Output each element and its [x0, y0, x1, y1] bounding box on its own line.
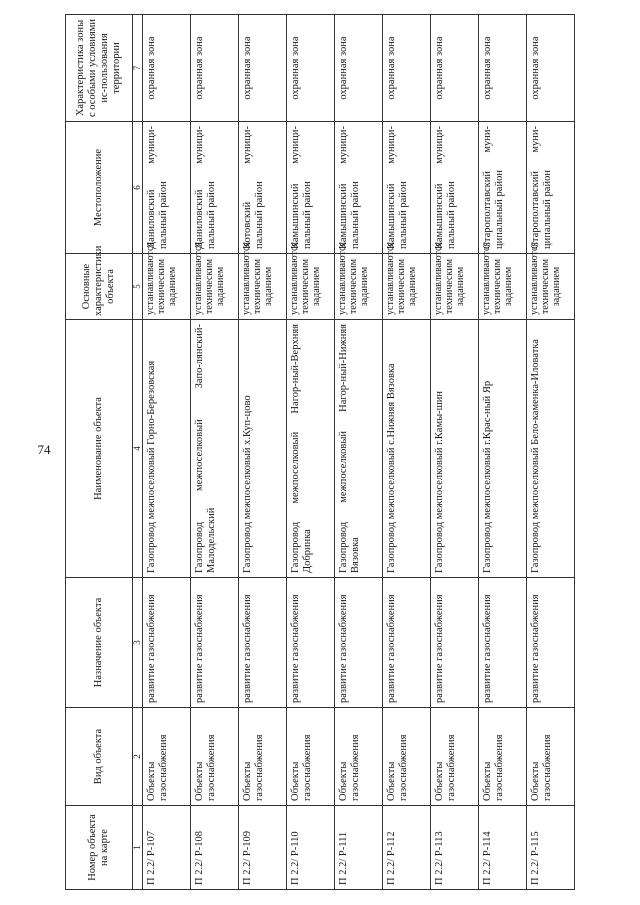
- table-row: [527, 15, 575, 890]
- cell-location: Старополтавский муни-ципальный район: [527, 122, 575, 254]
- cell-location: Камышинский муници-пальный район: [383, 122, 431, 254]
- cell-location: Камышинский муници-пальный район: [431, 122, 479, 254]
- cell-object-purpose: развитие газоснабжения: [383, 578, 431, 708]
- column-number: 3: [133, 578, 143, 708]
- cell-object-purpose: развитие газоснабжения: [431, 578, 479, 708]
- cell-object-characteristics: устанавливаются техническим заданием: [479, 254, 527, 320]
- cell-object-name: Газопровод межпоселковый х.Куп-цово: [239, 320, 287, 578]
- cell-object-number: П 2.2/ Р-108: [191, 806, 239, 890]
- cell-object-name: Газопровод межпоселковый Запо-лянский-Малодельский: [191, 320, 239, 578]
- header-object-type: Вид объекта: [66, 708, 133, 806]
- table-header-row: [66, 15, 133, 890]
- table-row: [335, 15, 383, 890]
- cell-object-characteristics: устанавливаются техническим заданием: [527, 254, 575, 320]
- cell-object-purpose: развитие газоснабжения: [527, 578, 575, 708]
- cell-object-characteristics: устанавливаются техническим заданием: [431, 254, 479, 320]
- cell-object-characteristics: устанавливаются техническим заданием: [287, 254, 335, 320]
- cell-zone-characteristics: охранная зона: [527, 15, 575, 122]
- cell-object-type: Объекты газоснабжения: [383, 708, 431, 806]
- cell-object-type: Объекты газоснабжения: [527, 708, 575, 806]
- table-row: [383, 15, 431, 890]
- cell-object-type: Объекты газоснабжения: [287, 708, 335, 806]
- column-number: 7: [133, 15, 143, 122]
- cell-object-name: Газопровод межпоселковый г.Крас-ный Яр: [479, 320, 527, 578]
- header-location: Местоположение: [66, 122, 133, 254]
- cell-object-characteristics: устанавливаются техническим заданием: [335, 254, 383, 320]
- cell-zone-characteristics: охранная зона: [383, 15, 431, 122]
- cell-object-purpose: развитие газоснабжения: [143, 578, 191, 708]
- cell-object-number: П 2.2/ Р-110: [287, 806, 335, 890]
- table-row: [143, 15, 191, 890]
- cell-zone-characteristics: охранная зона: [191, 15, 239, 122]
- cell-zone-characteristics: охранная зона: [287, 15, 335, 122]
- cell-object-name: Газопровод межпоселковый Бело-каменка-Иловатка: [527, 320, 575, 578]
- table-row: [287, 15, 335, 890]
- cell-object-number: П 2.2/ Р-112: [383, 806, 431, 890]
- cell-object-purpose: развитие газоснабжения: [239, 578, 287, 708]
- rotated-table-container: [65, 15, 570, 890]
- cell-object-type: Объекты газоснабжения: [239, 708, 287, 806]
- page-number: 74: [37, 442, 51, 457]
- cell-object-number: П 2.2/ Р-113: [431, 806, 479, 890]
- cell-zone-characteristics: охранная зона: [431, 15, 479, 122]
- table-row: [239, 15, 287, 890]
- objects-table: [65, 14, 575, 890]
- column-number: 5: [133, 254, 143, 320]
- table-row: [431, 15, 479, 890]
- cell-object-number: П 2.2/ Р-115: [527, 806, 575, 890]
- header-object-characteristics: Основные характеристики объекта: [66, 254, 133, 320]
- cell-object-purpose: развитие газоснабжения: [335, 578, 383, 708]
- cell-zone-characteristics: охранная зона: [479, 15, 527, 122]
- cell-location: Даниловский муници-пальный район: [143, 122, 191, 254]
- column-number-row: [133, 15, 143, 890]
- cell-object-type: Объекты газоснабжения: [431, 708, 479, 806]
- cell-object-name: Газопровод межпоселковый Нагор-ный-Верхняя Добринка: [287, 320, 335, 578]
- cell-object-characteristics: устанавливаются техническим заданием: [239, 254, 287, 320]
- cell-object-number: П 2.2/ Р-111: [335, 806, 383, 890]
- header-zone-characteristics: Характеристика зоны с особыми условиями ис-пользования территории: [66, 15, 133, 122]
- cell-object-characteristics: устанавливаются техническим заданием: [143, 254, 191, 320]
- cell-object-name: Газопровод межпоселковый с.Нижняя Вязовка: [383, 320, 431, 578]
- cell-object-number: П 2.2/ Р-109: [239, 806, 287, 890]
- cell-location: Камышинский муници-пальный район: [287, 122, 335, 254]
- header-object-name: Наименование объекта: [66, 320, 133, 578]
- cell-location: Даниловский муници-пальный район: [191, 122, 239, 254]
- cell-location: Камышинский муници-пальный район: [335, 122, 383, 254]
- table-row: [191, 15, 239, 890]
- cell-object-type: Объекты газоснабжения: [191, 708, 239, 806]
- cell-object-number: П 2.2/ Р-107: [143, 806, 191, 890]
- cell-object-characteristics: устанавливаются техническим заданием: [191, 254, 239, 320]
- column-number: 2: [133, 708, 143, 806]
- header-object-purpose: Назначение объекта: [66, 578, 133, 708]
- header-object-number: Номер объекта на карте: [66, 806, 133, 890]
- cell-object-type: Объекты газоснабжения: [335, 708, 383, 806]
- cell-location: Котовский муници-пальный район: [239, 122, 287, 254]
- cell-object-name: Газопровод межпоселковый г.Камы-шин: [431, 320, 479, 578]
- table-row: [479, 15, 527, 890]
- cell-location: Старополтавский муни-ципальный район: [479, 122, 527, 254]
- column-number: 6: [133, 122, 143, 254]
- cell-object-number: П 2.2/ Р-114: [479, 806, 527, 890]
- cell-object-purpose: развитие газоснабжения: [479, 578, 527, 708]
- cell-object-purpose: развитие газоснабжения: [287, 578, 335, 708]
- cell-object-type: Объекты газоснабжения: [479, 708, 527, 806]
- cell-object-purpose: развитие газоснабжения: [191, 578, 239, 708]
- cell-object-name: Газопровод межпоселковый Нагор-ный-Нижняя Вязовка: [335, 320, 383, 578]
- cell-object-name: Газопровод межпоселковый Горно-Березовская: [143, 320, 191, 578]
- column-number: 1: [133, 806, 143, 890]
- cell-zone-characteristics: охранная зона: [143, 15, 191, 122]
- column-number: 4: [133, 320, 143, 578]
- cell-object-type: Объекты газоснабжения: [143, 708, 191, 806]
- cell-zone-characteristics: охранная зона: [239, 15, 287, 122]
- cell-zone-characteristics: охранная зона: [335, 15, 383, 122]
- cell-object-characteristics: устанавливаются техническим заданием: [383, 254, 431, 320]
